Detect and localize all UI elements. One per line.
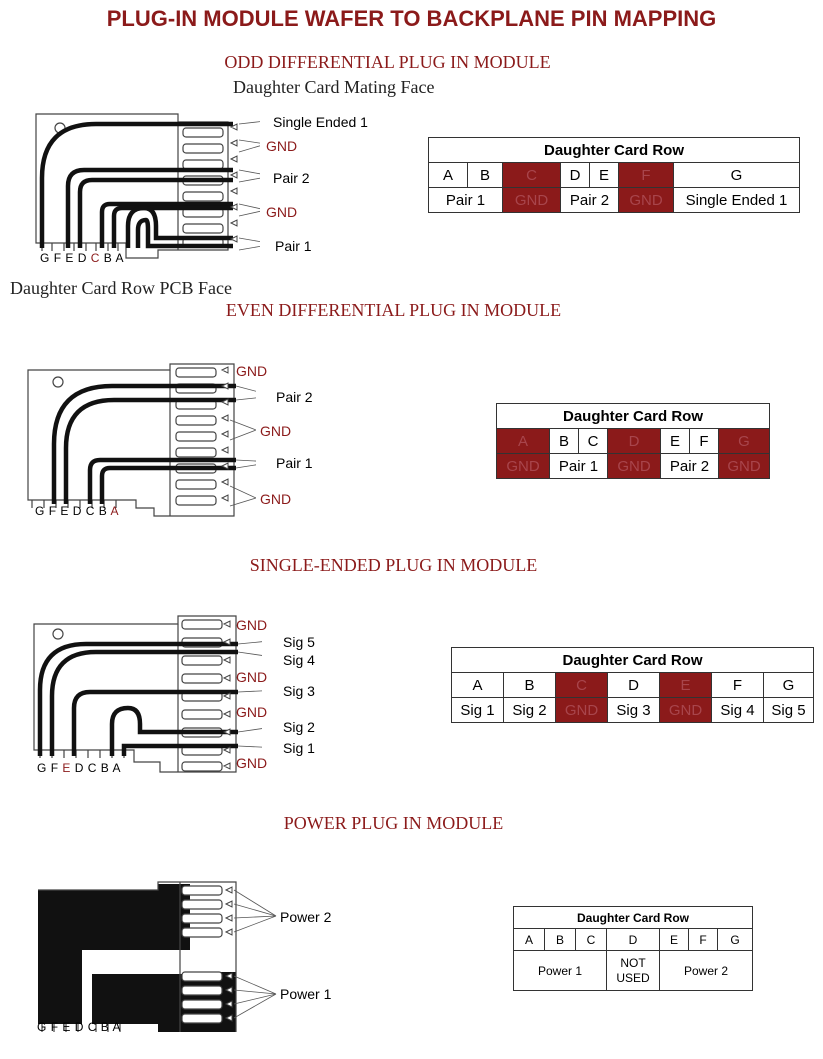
letter-g: G [35,504,45,518]
row-label-g: G [719,429,770,454]
row-label-c: C [556,673,608,698]
single-row-letters [37,761,121,775]
letter-a: A [112,1020,121,1034]
row-label-d: D [561,163,590,188]
assign-gnd: GND [556,698,608,723]
letter-c: C [90,251,100,265]
letter-a: A [110,504,119,518]
assign-not-used: NOT USED [607,951,660,991]
letter-b: B [98,504,108,518]
page-title: PLUG-IN MODULE WAFER TO BACKPLANE PIN MAPPING [106,6,717,31]
letter-d: D [74,761,84,775]
letter-f: F [50,761,59,775]
letter-f: F [48,504,57,518]
row-label-e: E [661,429,690,454]
letter-d: D [72,504,82,518]
odd-daughter-card-table [428,137,800,213]
odd-wafer-diagram [28,108,260,266]
letter-a: A [112,761,121,775]
letter-b: B [100,761,110,775]
single-callout-sig-5: Sig 5 [283,634,315,650]
assign-pair-2: Pair 2 [661,454,719,479]
assign-gnd: GND [660,698,712,723]
letter-d: D [77,251,87,265]
power-section-title: POWER PLUG IN MODULE [283,813,504,833]
single-wafer-diagram [30,612,262,774]
mating-face-label: Daughter Card Mating Face [233,77,435,97]
row-label-a: A [514,929,545,951]
single-callout-sig-3: Sig 3 [283,683,315,699]
assign-sig-1: Sig 1 [452,698,504,723]
row-label-d: D [607,929,660,951]
single-section-title: SINGLE-ENDED PLUG IN MODULE [249,555,538,575]
assign-gnd: GND [608,454,661,479]
table-header: Daughter Card Row [497,404,770,429]
single-callout-sig-4: Sig 4 [283,652,315,668]
single-callout-gnd-2: GND [236,669,268,685]
single-callout-sig-2: Sig 2 [283,719,315,735]
row-label-e: E [590,163,619,188]
letter-g: G [37,1020,47,1034]
letter-e: E [62,761,71,775]
even-callout-pair-1: Pair 1 [276,455,313,471]
single-callout-gnd-4: GND [236,755,268,771]
table-header: Daughter Card Row [514,907,753,929]
row-label-a: A [429,163,468,188]
row-label-f: F [712,673,764,698]
row-label-c: C [576,929,607,951]
even-section-title: EVEN DIFFERENTIAL PLUG IN MODULE [225,300,562,320]
letter-f: F [50,1020,59,1034]
row-label-f: F [689,929,718,951]
row-label-b: B [468,163,503,188]
odd-callout-gnd-lower: GND [266,204,298,220]
even-row-letters [35,504,119,518]
power-callout-power-2: Power 2 [280,909,332,925]
odd-callout-gnd-upper: GND [266,138,298,154]
single-callout-gnd-3: GND [236,704,268,720]
even-wafer-diagram [24,360,256,518]
assign-power-1: Power 1 [514,951,607,991]
assign-gnd: GND [619,188,674,213]
assign-gnd: GND [497,454,550,479]
assign-sig-5: Sig 5 [764,698,814,723]
power-wafer-diagram [30,876,280,1036]
letter-b: B [100,1020,110,1034]
assign-single-ended-1: Single Ended 1 [674,188,800,213]
row-label-e: E [660,929,689,951]
table-header: Daughter Card Row [452,648,814,673]
row-label-f: F [619,163,674,188]
power-row-letters [37,1020,121,1034]
even-callout-pair-2: Pair 2 [276,389,313,405]
odd-section-title: ODD DIFFERENTIAL PLUG IN MODULE [224,52,551,72]
letter-b: B [103,251,113,265]
row-label-b: B [504,673,556,698]
assign-pair-1: Pair 1 [429,188,503,213]
letter-e: E [65,251,74,265]
row-label-d: D [608,673,660,698]
assign-gnd: GND [503,188,561,213]
odd-callout-pair-1: Pair 1 [275,238,312,254]
even-callout-gnd-bottom: GND [260,491,292,507]
row-label-b: B [545,929,576,951]
single-callout-gnd-1: GND [236,617,268,633]
odd-row-letters [40,251,124,265]
row-label-g: G [718,929,753,951]
row-label-g: G [764,673,814,698]
letter-f: F [53,251,62,265]
row-label-f: F [690,429,719,454]
power-callout-power-1: Power 1 [280,986,332,1002]
letter-c: C [87,1020,97,1034]
single-callout-sig-1: Sig 1 [283,740,315,756]
letter-c: C [85,504,95,518]
row-label-d: D [608,429,661,454]
row-label-e: E [660,673,712,698]
letter-c: C [87,761,97,775]
even-callout-gnd-middle: GND [260,423,292,439]
single-daughter-card-table [451,647,814,723]
row-label-c: C [503,163,561,188]
assign-sig-2: Sig 2 [504,698,556,723]
pcb-face-label: Daughter Card Row PCB Face [10,278,232,298]
assign-power-2: Power 2 [660,951,753,991]
row-label-a: A [452,673,504,698]
assign-pair-2: Pair 2 [561,188,619,213]
odd-callout-single-ended-1: Single Ended 1 [273,114,368,130]
letter-a: A [115,251,124,265]
row-label-b: B [550,429,579,454]
assign-sig-3: Sig 3 [608,698,660,723]
odd-callout-pair-2: Pair 2 [273,170,310,186]
even-daughter-card-table [496,403,770,479]
letter-g: G [37,761,47,775]
letter-g: G [40,251,50,265]
power-daughter-card-table [513,906,753,991]
assign-gnd: GND [719,454,770,479]
row-label-a: A [497,429,550,454]
assign-pair-1: Pair 1 [550,454,608,479]
letter-e: E [62,1020,71,1034]
row-label-c: C [579,429,608,454]
even-callout-gnd-top: GND [236,363,268,379]
row-label-g: G [674,163,800,188]
table-header: Daughter Card Row [429,138,800,163]
assign-sig-4: Sig 4 [712,698,764,723]
letter-e: E [60,504,69,518]
letter-d: D [74,1020,84,1034]
